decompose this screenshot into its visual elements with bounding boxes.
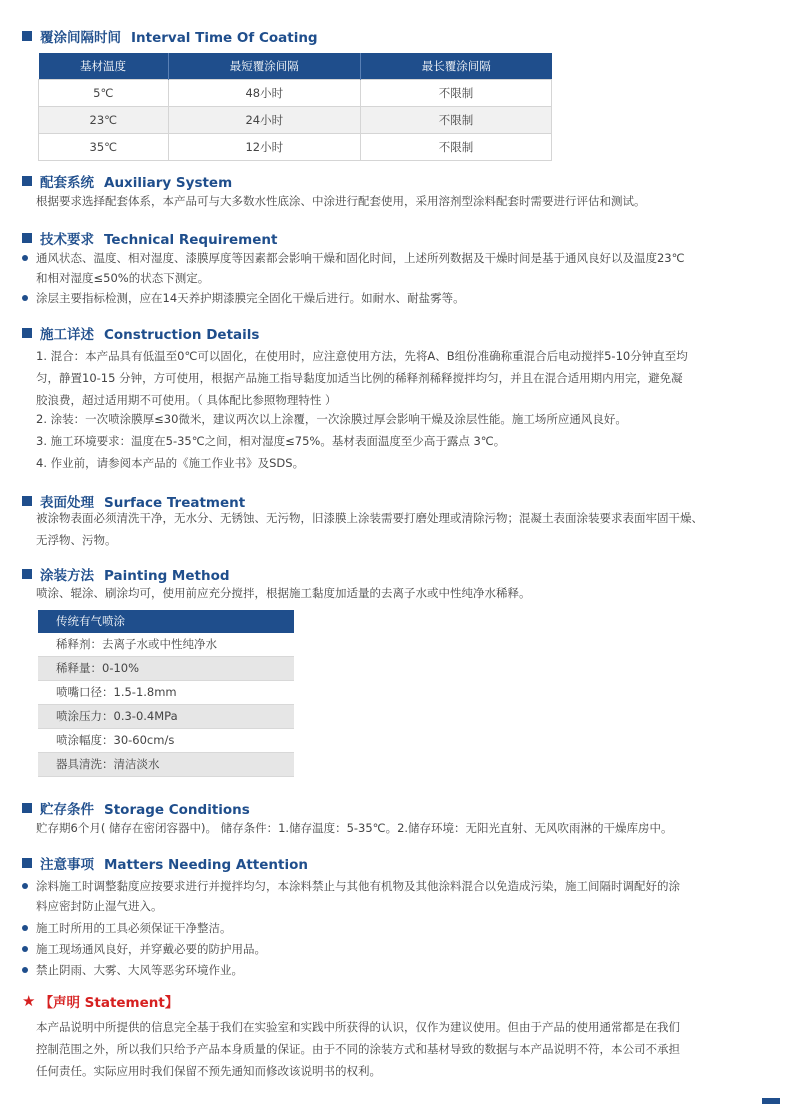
- painting-method-table: [38, 610, 294, 777]
- section-square-icon: [22, 233, 32, 243]
- statement-title: 【声明 Statement】: [39, 995, 179, 1011]
- bullet-icon: [22, 967, 28, 973]
- list-item: 涂料施工时调整黏度应按要求进行并搅拌均匀，本涂料禁止与其他有机物及其他涂料混合以免造成污染，施工间隔时调配好的涂 料应密封防止湿气进入。: [22, 876, 680, 916]
- section-square-icon: [22, 569, 32, 579]
- section-attention-header: [22, 853, 308, 873]
- list-item: 禁止阴雨、大雾、大风等恶劣环境作业。: [22, 960, 243, 980]
- table-row: [39, 107, 552, 134]
- section-statement-header: [22, 991, 178, 1011]
- table-row: 稀释剂：去离子水或中性纯净水: [38, 633, 294, 657]
- section-square-icon: [22, 803, 32, 813]
- list-item: 通风状态、温度、相对湿度、漆膜厚度等因素都会影响干燥和固化时间，上述所列数据及干燥时间是基于通风良好以及温度23℃ 和相对湿度≤50%的状态下测定。: [22, 248, 685, 288]
- surface-text: 被涂物表面必须清洗干净，无水分、无锈蚀、无污物，旧漆膜上涂装需要打磨处理或清除污物；混凝土表面涂装要求表面牢固干燥、 无浮物、污物。: [36, 511, 703, 547]
- construction-item-1: 1. 混合：本产品具有低温至0℃可以固化，在使用时，应注意使用方法，先将A、B组份准确称重混合后电动搅拌5-10分钟直至均 匀，静置10-15 分钟，方可使用，根据产品施工指导黏度加适当比例的稀释剂稀释搅拌均匀，并且在混合适用期内用完，避免凝 胶浪费，超过适用期不可使用。（ 具体配比参照物理特性 ）: [36, 349, 688, 407]
- construction-item-3: 3. 施工环境要求：温度在5-35℃之间，相对湿度≤75%。基材表面温度至少高于露点 3℃。: [36, 434, 506, 448]
- section-title: 配套系统 Auxiliary System: [40, 175, 233, 191]
- section-square-icon: [22, 176, 32, 186]
- table-row: 喷嘴口径：1.5-1.8mm: [38, 681, 294, 705]
- section-construction-header: [22, 323, 259, 343]
- statement-text: 本产品说明中所提供的信息完全基于我们在实验室和实践中所获得的认识，仅作为建议使用。但由于产品的使用通常都是在我们 控制范围之外，所以我们只给予产品本身质量的保证。由于不同的涂装方式和基材导致的数据与本产品说明不符，本公司不承担 任何责任。实际应用时我们保留不预先通知而修改该说明书的权利。: [36, 1020, 680, 1078]
- section-title: 表面处理 Surface Treatment: [40, 495, 246, 511]
- section-title: 技术要求 Technical Requirement: [40, 232, 278, 248]
- auxiliary-text: 根据要求选择配套体系，本产品可与大多数水性底涂、中涂进行配套使用，采用溶剂型涂料配套时需要进行评估和测试。: [36, 194, 646, 208]
- bullet-icon: [22, 925, 28, 931]
- star-icon: ★: [22, 992, 36, 1010]
- list-item: 施工时所用的工具必须保证干净整洁。: [22, 918, 232, 938]
- section-title: 覆涂间隔时间 Interval Time Of Coating: [40, 30, 318, 46]
- construction-item-2: 2. 涂装：一次喷涂膜厚≤30微米，建议两次以上涂覆，一次涂膜过厚会影响干燥及涂层性能。施工场所应通风良好。: [36, 412, 627, 426]
- table-row: [39, 80, 552, 107]
- table-header: 传统有气喷涂: [38, 610, 294, 633]
- table-row: [39, 134, 552, 161]
- table-row: 稀释量：0-10%: [38, 657, 294, 681]
- construction-item-4: 4. 作业前，请参阅本产品的《施工作业书》及SDS。: [36, 456, 305, 470]
- section-coating-header: [22, 26, 318, 46]
- section-title: 贮存条件 Storage Conditions: [40, 802, 250, 818]
- bullet-icon: [22, 295, 28, 301]
- table-row: 喷涂压力：0.3-0.4MPa: [38, 705, 294, 729]
- table-cell: 5℃: [39, 80, 169, 107]
- table-header-cell: 最短覆涂间隔: [168, 53, 360, 80]
- section-title: 涂装方法 Painting Method: [40, 568, 230, 584]
- table-cell: 48小时: [168, 80, 360, 107]
- section-title: 注意事项 Matters Needing Attention: [40, 857, 308, 873]
- table-row: 喷涂幅度：30-60cm/s: [38, 729, 294, 753]
- bullet-icon: [22, 255, 28, 261]
- section-auxiliary-header: [22, 171, 232, 191]
- table-cell: 不限制: [360, 80, 551, 107]
- storage-text: 贮存期6个月( 储存在密闭容器中)。 储存条件：1.储存温度：5-35℃。2.储存环境：无阳光直射、无风吹雨淋的干燥库房中。: [36, 821, 673, 835]
- painting-text: 喷涂、辊涂、刷涂均可，使用前应充分搅拌，根据施工黏度加适量的去离子水或中性纯净水稀释。: [36, 586, 531, 600]
- section-square-icon: [22, 31, 32, 41]
- bullet-icon: [22, 946, 28, 952]
- section-title: 施工详述 Construction Details: [40, 327, 260, 343]
- list-item: 涂层主要指标检测，应在14天养护期漆膜完全固化干燥后进行。如耐水、耐盐雾等。: [22, 288, 465, 308]
- section-storage-header: [22, 798, 250, 818]
- section-technical-header: [22, 228, 277, 248]
- list-item: 施工现场通风良好，并穿戴必要的防护用品。: [22, 939, 266, 959]
- table-cell: 35℃: [39, 134, 169, 161]
- section-square-icon: [22, 496, 32, 506]
- table-row: 器具清洗：清洁淡水: [38, 753, 294, 777]
- table-header-cell: 最长覆涂间隔: [360, 53, 551, 80]
- table-cell: 24小时: [168, 107, 360, 134]
- bullet-icon: [22, 883, 28, 889]
- section-painting-header: [22, 564, 230, 584]
- coating-interval-table: [38, 53, 552, 161]
- page-marker: [762, 1098, 780, 1104]
- section-square-icon: [22, 328, 32, 338]
- table-cell: 不限制: [360, 134, 551, 161]
- table-cell: 12小时: [168, 134, 360, 161]
- table-cell: 23℃: [39, 107, 169, 134]
- section-square-icon: [22, 858, 32, 868]
- table-header-cell: 基材温度: [39, 53, 169, 80]
- table-cell: 不限制: [360, 107, 551, 134]
